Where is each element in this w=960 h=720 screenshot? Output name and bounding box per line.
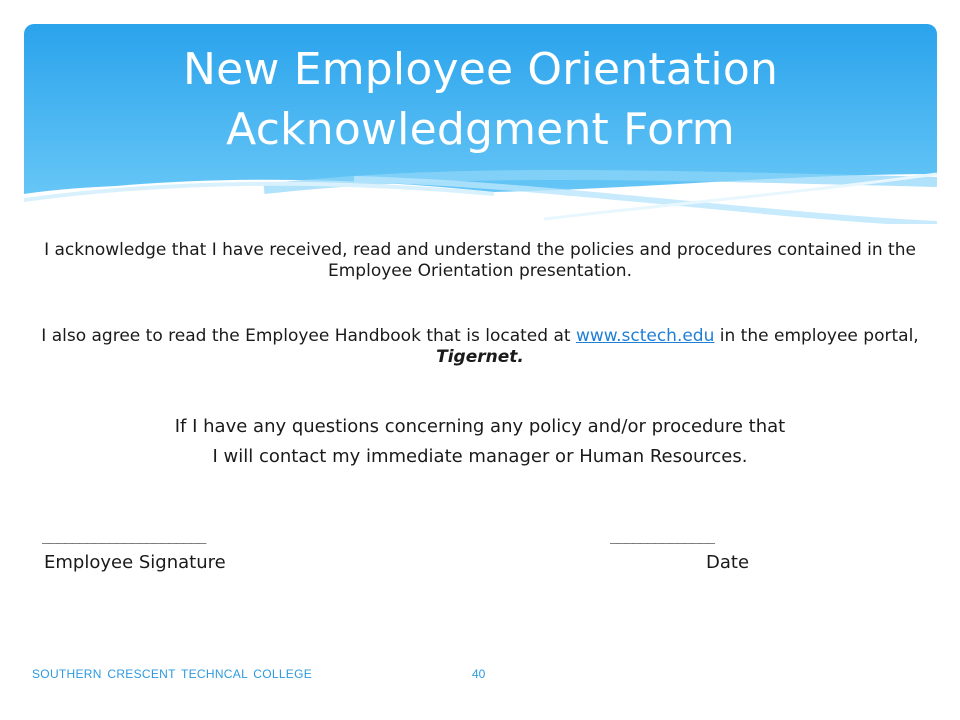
handbook-paragraph xyxy=(40,326,920,368)
title-line-1: New Employee Orientation xyxy=(182,44,779,95)
handbook-text-before-link: I also agree to read the Employee Handbook that is located at xyxy=(41,326,576,346)
handbook-text-after-link: in the employee portal, xyxy=(714,326,919,346)
sctech-link[interactable]: www.sctech.edu xyxy=(575,326,715,346)
title-line-2: Acknowledgment Form xyxy=(226,104,735,155)
date-label: Date xyxy=(706,552,750,573)
footer-organization: SOUTHERN CRESCENT TECHNCAL COLLEGE xyxy=(32,667,313,681)
date-line: ______________ xyxy=(610,528,715,544)
questions-line-2: I will contact my immediate manager or Human Resources. xyxy=(212,446,748,467)
questions-line-1: If I have any questions concerning any policy and/or procedure that xyxy=(174,416,786,437)
page-title xyxy=(24,40,937,160)
tigernet-emphasis: Tigernet. xyxy=(436,347,524,367)
questions-paragraph xyxy=(40,412,920,472)
signature-line: ______________________ xyxy=(42,528,206,544)
acknowledgment-paragraph: I acknowledge that I have received, read and understand the policies and procedures contained in the Employee Orientation presentation. xyxy=(44,240,916,281)
signature-label: Employee Signature xyxy=(44,552,226,573)
page-number: 40 xyxy=(472,667,486,681)
